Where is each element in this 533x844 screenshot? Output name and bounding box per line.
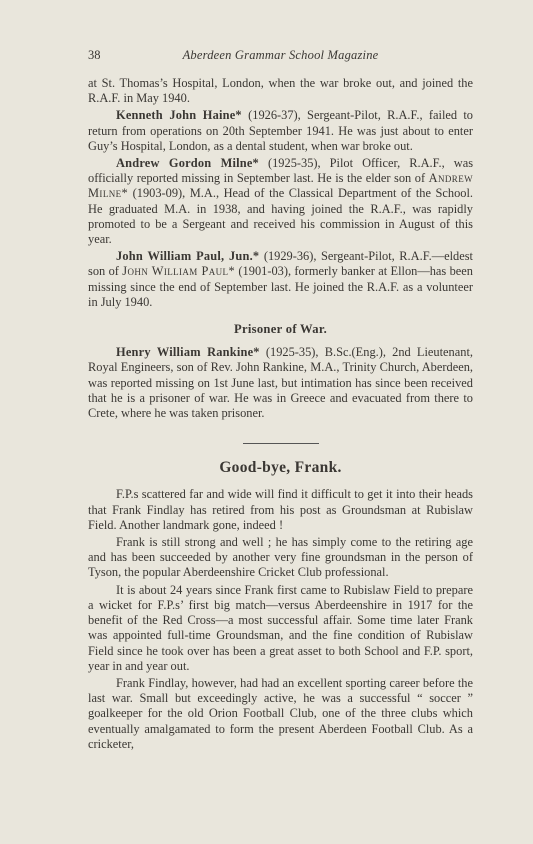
text-column [88,76,473,752]
article-paragraph: F.P.s scattered far and wide will find it difficult to get it into their heads that Frank Findlay has retired from his post as Groundsman at Rubislaw Field. Another landmark gone, indeed ! [88,487,473,532]
paragraph-continued: at St. Thomas’s Hospital, London, when the war broke out, and joined the R.A.F. in May 1940. [88,76,473,106]
entry-name: Kenneth John Haine* [116,108,242,123]
entry-text: (1903-09), M.A., Head of the Classical Department of the School. He graduated M.A. in 1938, and having joined the R.A.F., was rapidly promoted to be a Sergeant and received his commission in August of this year. [88,186,473,247]
entry-haine [88,108,473,154]
entry-text: (1925-35), Pilot Officer, R.A.F., was officially reported missing in September last. He is the elder son of [88,156,474,186]
entry-milne [88,156,473,247]
father-name: Andrew Milne* [88,171,473,201]
page-number: 38 [88,48,101,62]
entry-rankine [88,345,473,421]
running-header [88,48,473,64]
goodbye-heading: Good-bye, Frank. [219,459,342,477]
entry-text: (1901-03), formerly banker at Ellon—has been missing since the end of September last. He joined the R.A.F. as a volunteer in July 1940. [88,264,474,309]
section-divider [243,443,319,444]
article-paragraph: It is about 24 years since Frank first came to Rubislaw Field to prepare a wicket for F.P.s’ first big match—versus Aberdeenshire in 1917 for the benefit of the Red Cross—a most successful affair. Some time later Frank was appointed full-time Groundsman, and the fine condition of Rubislaw Field since he took over has been a great asset to both School and F.P. sport, year in and year out. [88,582,473,673]
prisoner-of-war-heading: Prisoner of War. [233,322,328,337]
entry-text: (1926-37), Sergeant-Pilot, R.A.F., failed to return from operations on 20th September 1941. He was just about to enter Guy’s Hospital, London, as a dental student, when war broke out. [88,108,474,153]
article-paragraph: Frank Findlay, however, had had an excellent sporting career before the last war. Small but exceedingly active, he was a successful “ soccer ” goalkeeper for the old Orion Football Club, one of the three clubs which eventually amalgamated to form the present Aberdeen Football Club. As a cricketer, [88,675,473,751]
entry-name: Andrew Gordon Milne* [116,156,259,171]
entry-text: (1929-36), Sergeant-Pilot, R.A.F.—eldest son of [88,249,473,279]
father-name: John William Paul* [122,264,236,279]
entry-name: John William Paul, Jun.* [116,249,260,264]
magazine-title: Aberdeen Grammar School Magazine [182,48,379,62]
entry-name: Henry William Rankine* [116,345,260,360]
entry-text: (1925-35), B.Sc.(Eng.), 2nd Lieutenant, Royal Engineers, son of Rev. John Rankine, M.A., Trinity Church, Aberdeen, was reported missing on 1st June last, but intimation has since been received that he is a prisoner of war. He was in Greece and evacuated from there to Crete, where he was taken prisoner. [88,345,473,421]
entry-paul [88,249,473,310]
article-paragraph: Frank is still strong and well ; he has simply come to the retiring age and has been succeeded by another very fine groundsman in the person of Tyson, the popular Aberdeenshire Cricket Club professional. [88,535,473,580]
